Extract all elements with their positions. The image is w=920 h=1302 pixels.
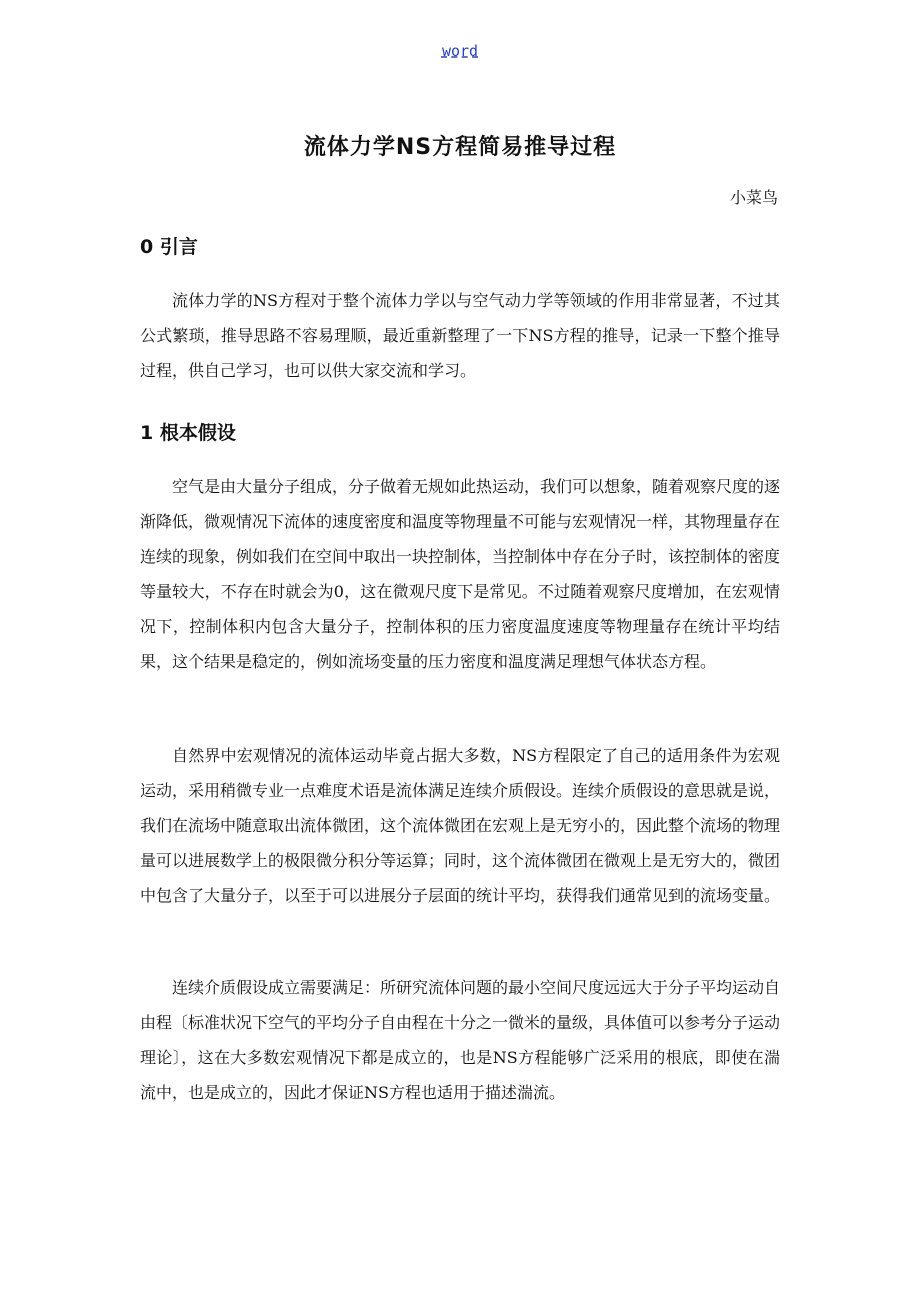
- paragraph-introduction: 流体力学的NS方程对于整个流体力学以与空气动力学等领域的作用非常显著，不过其公式繁琐，推导思路不容易理顺，最近重新整理了一下NS方程的推导，记录一下整个推导过程，供自己学习，也可以供大家交流和学习。: [140, 291, 780, 380]
- section-heading-introduction: 0 引言: [140, 236, 198, 258]
- header-word-link[interactable]: word: [441, 42, 479, 60]
- paragraph-molecules: 空气是由大量分子组成，分子做着无规如此热运动，我们可以想象，随着观察尺度的逐渐降低，微观情况下流体的速度密度和温度等物理量不可能与宏观情况一样，其物理量存在连续的现象，例如我们在空间中取出一块控制体，当控制体中存在分子时，该控制体的密度等量较大，不存在时就会为0，这在微观尺度下是常见。不过随着观察尺度增加，在宏观情况下，控制体积内包含大量分子，控制体积的压力密度温度速度等物理量存在统计平均结果，这个结果是稳定的，例如流场变量的压力密度和温度满足理想气体状态方程。: [140, 477, 781, 671]
- paragraph-continuum: 自然界中宏观情况的流体运动毕竟占据大多数，NS方程限定了自己的适用条件为宏观运动，采用稍微专业一点难度术语是流体满足连续介质假设。连续介质假设的意思就是说，我们在流场中随意取出流体微团，这个流体微团在宏观上是无穷小的，因此整个流场的物理量可以进展数学上的极限微分积分等运算；同时，这个流体微团在微观上是无穷大的，微团中包含了大量分子，以至于可以进展分子层面的统计平均，获得我们通常见到的流场变量。: [140, 746, 781, 905]
- author-name: 小菜鸟: [729, 188, 778, 207]
- document-title: 流体力学NS方程简易推导过程: [303, 135, 617, 160]
- section-heading-basic-assumptions: 1 根本假设: [140, 422, 236, 444]
- paragraph-conditions: 连续介质假设成立需要满足：所研究流体问题的最小空间尺度远远大于分子平均运动自由程〔标准状况下空气的平均分子自由程在十分之一微米的量级，具体值可以参考分子运动理论〕，这在大多数宏观情况下都是成立的，也是NS方程能够广泛采用的根底，即使在湍流中，也是成立的，因此才保证NS方程也适用于描述湍流。: [140, 978, 781, 1102]
